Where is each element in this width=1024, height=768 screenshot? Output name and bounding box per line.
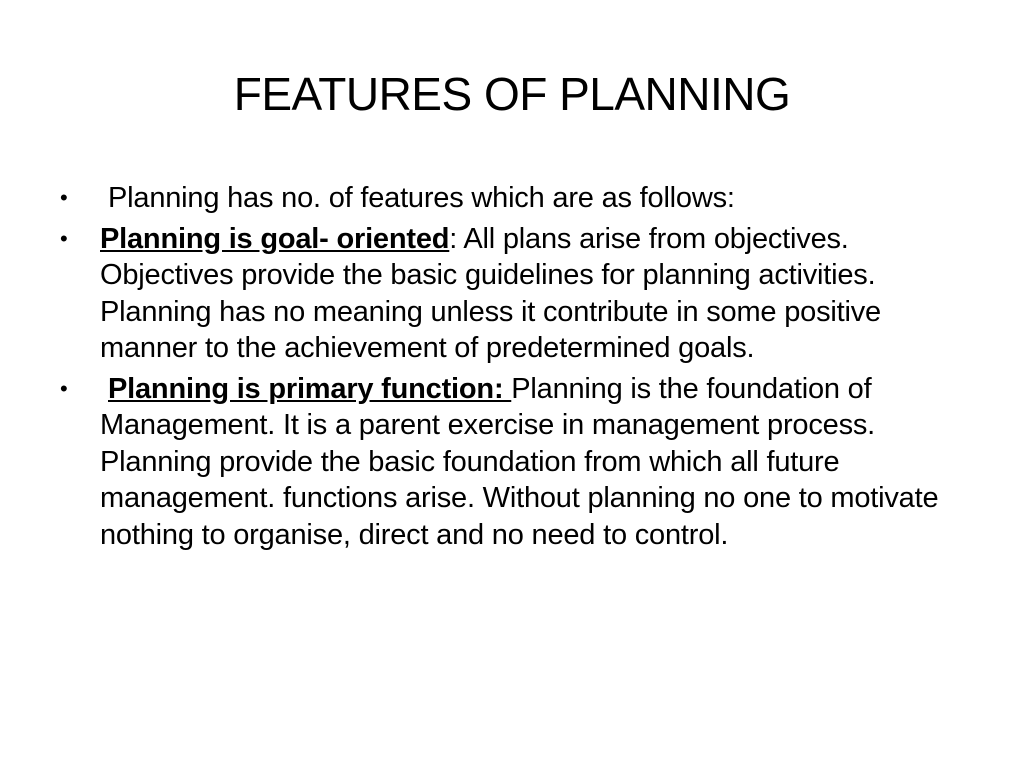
bullet-goal-oriented: [54, 221, 974, 367]
bullet-marker: •: [60, 185, 68, 210]
bullet-text: Planning is the foundation of Management. It is a parent exercise in management process. Planning provide the basic foundation from which all future management. functions arise. Without planning no one to motivate nothing to organise, direct and no need to control.: [100, 372, 939, 551]
bullet-separator: :: [449, 222, 458, 255]
bullet-text: All plans arise from objectives. Objectives provide the basic guidelines for planning activities. Planning has no meaning unless it contribute in some positive manner to the achievement of predetermined goals.: [100, 222, 881, 364]
bullet-lead: Planning is primary function:: [108, 372, 512, 405]
bullet-lead: Planning is goal- oriented: [100, 222, 450, 255]
bullet-marker: •: [60, 225, 68, 251]
bullet-list: [54, 180, 974, 557]
bullet-intro: [54, 180, 974, 217]
bullet-marker: •: [60, 375, 68, 401]
bullet-primary-function: [54, 371, 974, 554]
bullet-text: Planning has no. of features which are as follows:: [108, 182, 735, 214]
slide-title: FEATURES OF PLANNING: [233, 68, 791, 120]
